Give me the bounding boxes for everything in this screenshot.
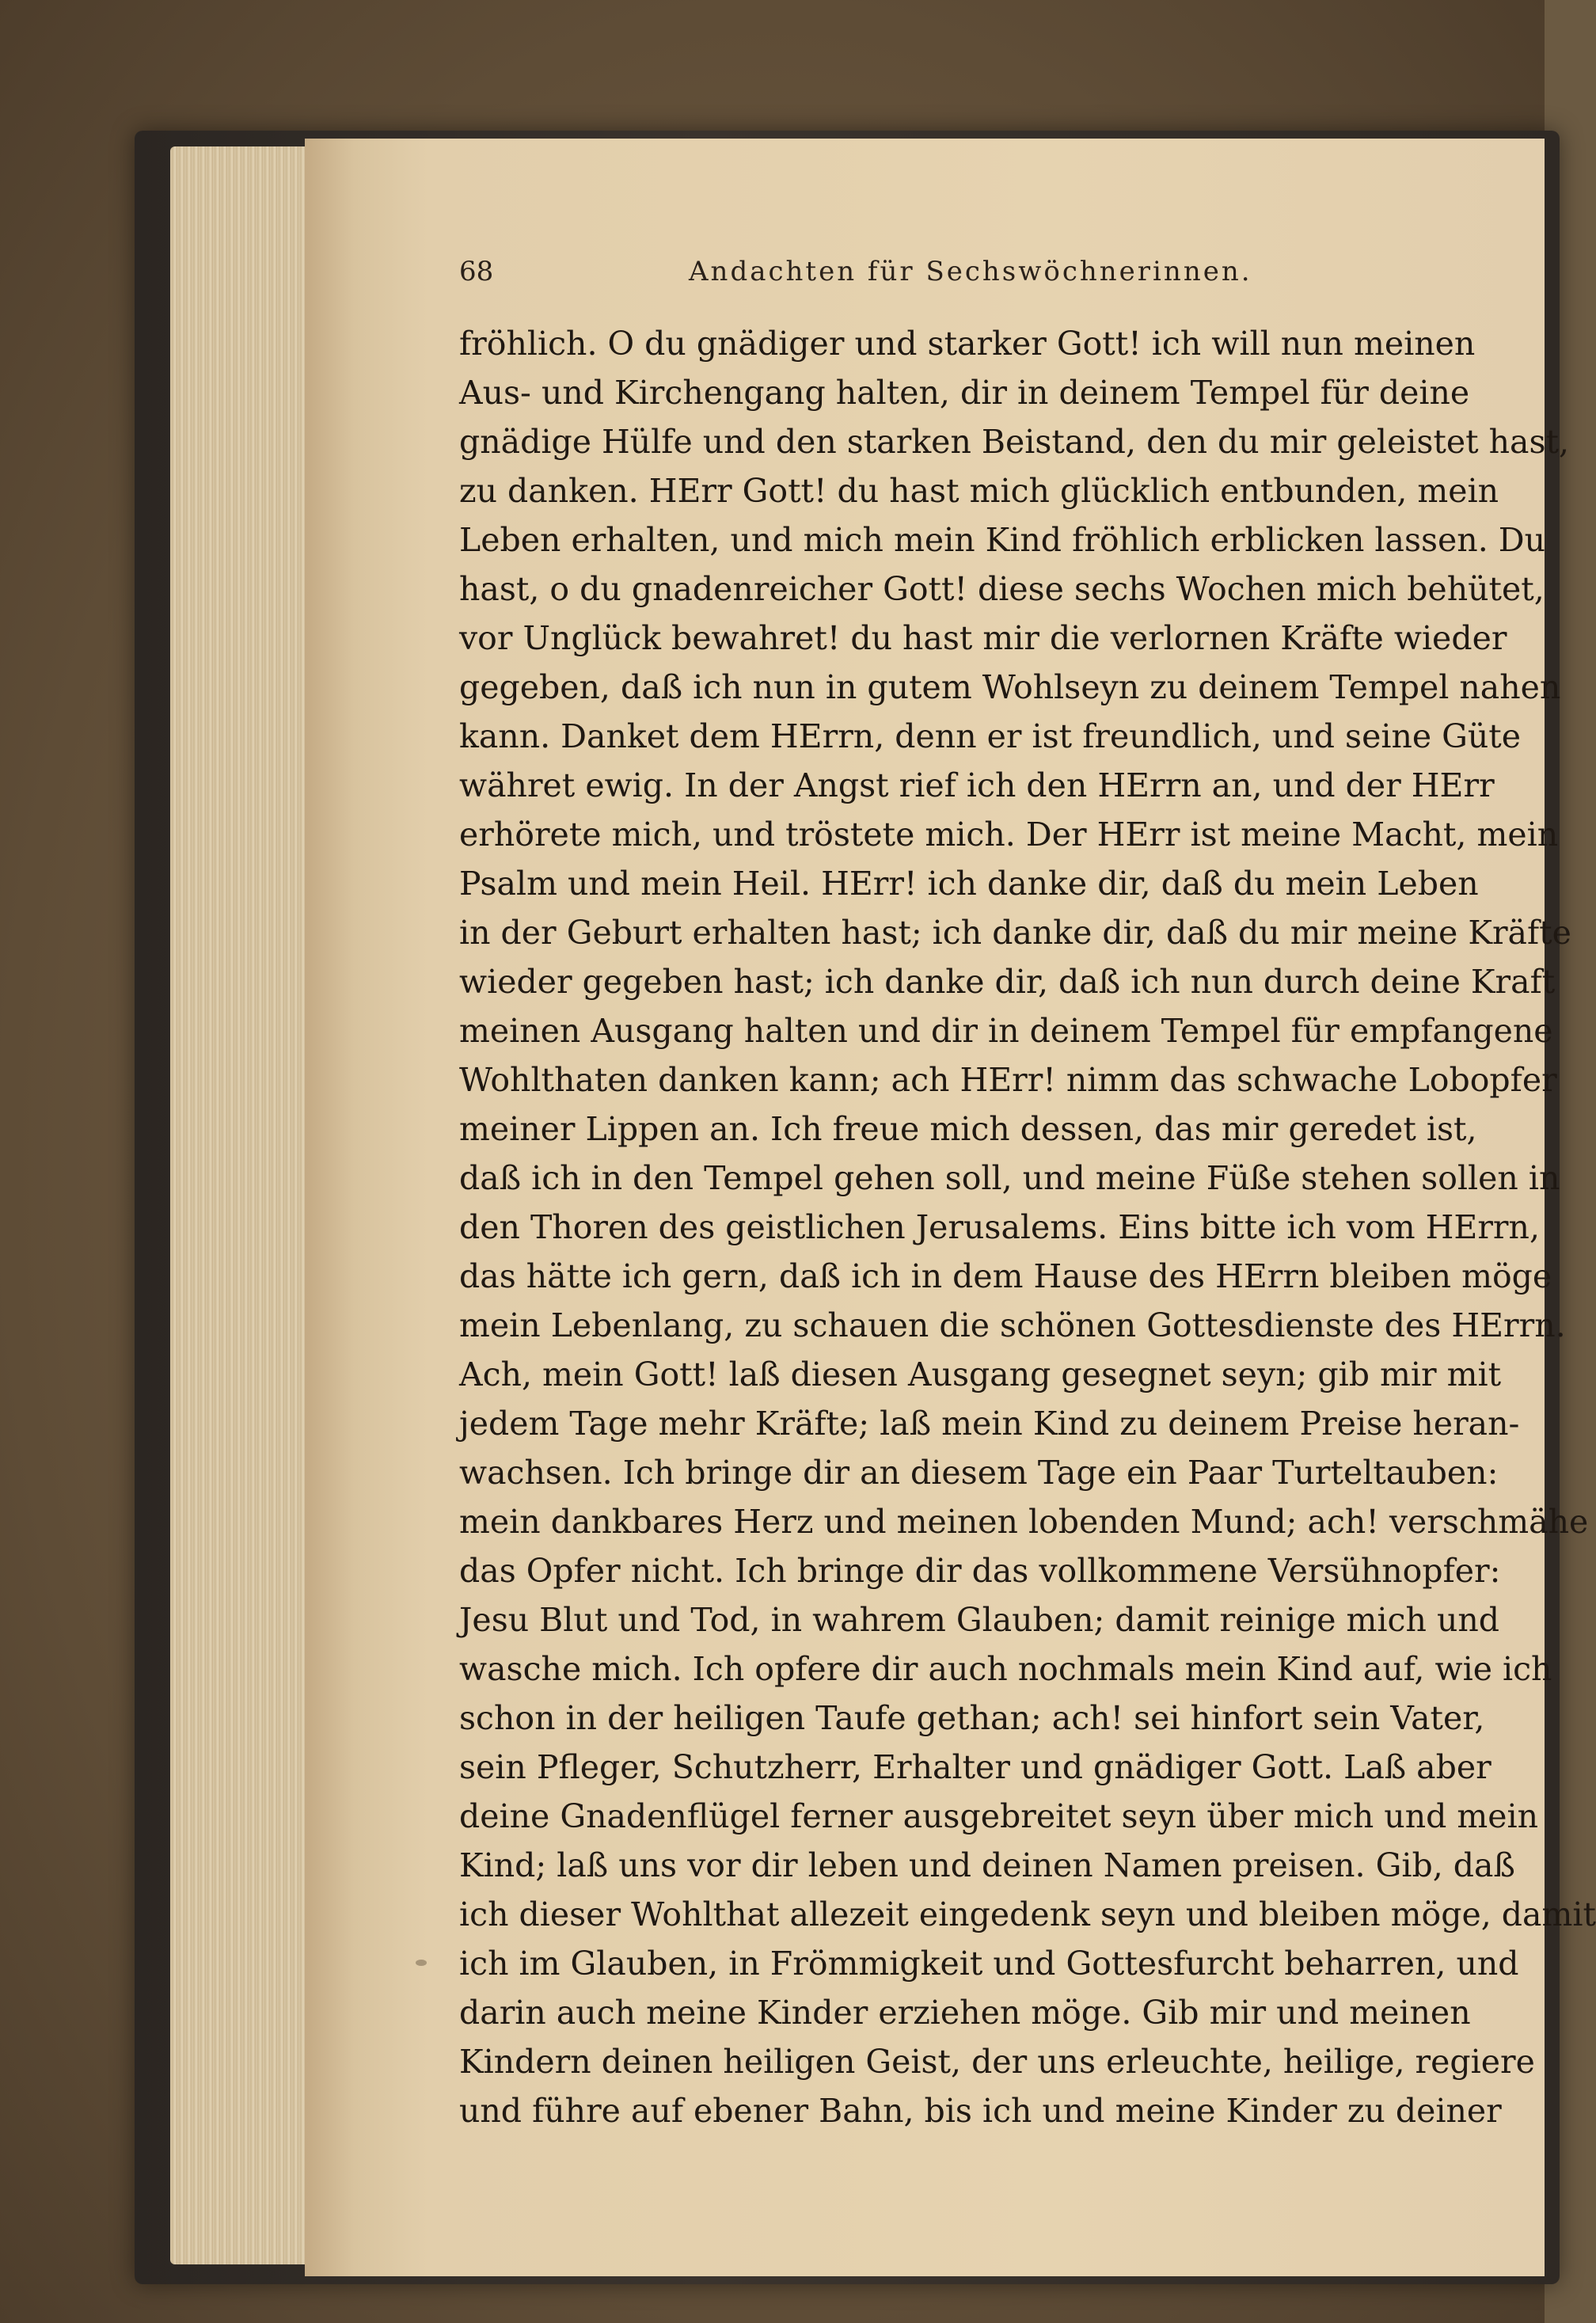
text-line: jedem Tage mehr Kräfte; laß mein Kind zu deinem Preise heran- xyxy=(459,1405,1520,1443)
page-header xyxy=(459,256,1488,303)
text-line: meinen Ausgang halten und dir in deinem Tempel für empfangene xyxy=(459,1012,1553,1050)
text-line: Wohlthaten danken kann; ach HErr! nimm das schwache Lobopfer xyxy=(459,1061,1557,1099)
body-text xyxy=(459,319,1596,2180)
text-line: gegeben, daß ich nun in gutem Wohlseyn zu deinem Tempel nahen xyxy=(459,668,1561,706)
text-line: Ach, mein Gott! laß diesen Ausgang gesegnet seyn; gib mir mit xyxy=(459,1355,1502,1393)
text-line: kann. Danket dem HErrn, denn er ist freundlich, und seine Güte xyxy=(459,717,1522,755)
text-line: Jesu Blut und Tod, in wahrem Glauben; damit reinige mich und xyxy=(459,1601,1500,1639)
text-line: schon in der heiligen Taufe gethan; ach! sei hinfort sein Vater, xyxy=(459,1699,1485,1737)
text-line: ich im Glauben, in Frömmigkeit und Gottesfurcht beharren, und xyxy=(459,1945,1519,1983)
text-line: vor Unglück bewahret! du hast mir die verlornen Kräfte wieder xyxy=(459,619,1507,657)
book-page xyxy=(305,139,1596,2276)
text-line: und führe auf ebener Bahn, bis ich und meine Kinder zu deiner xyxy=(459,2092,1502,2130)
text-line: Psalm und mein Heil. HErr! ich danke dir, daß du mein Leben xyxy=(459,865,1479,903)
text-line: mein Lebenlang, zu schauen die schönen Gottesdienste des HErrn. xyxy=(459,1306,1566,1344)
text-line: wasche mich. Ich opfere dir auch nochmals mein Kind auf, wie ich xyxy=(459,1650,1552,1688)
text-line: mein dankbares Herz und meinen lobenden Mund; ach! verschmähe xyxy=(459,1503,1589,1541)
text-line: deine Gnadenflügel ferner ausgebreitet seyn über mich und mein xyxy=(459,1797,1539,1835)
text-line: meiner Lippen an. Ich freue mich dessen, das mir geredet ist, xyxy=(459,1110,1477,1148)
text-line: Kind; laß uns vor dir leben und deinen Namen preisen. Gib, daß xyxy=(459,1846,1515,1884)
text-line: zu danken. HErr Gott! du hast mich glücklich entbunden, mein xyxy=(459,472,1499,510)
text-line: das hätte ich gern, daß ich in dem Hause des HErrn bleiben möge xyxy=(459,1257,1552,1295)
text-line: Aus- und Kirchengang halten, dir in deinem Tempel für deine xyxy=(459,374,1470,412)
text-line: hast, o du gnadenreicher Gott! diese sechs Wochen mich behütet, xyxy=(459,570,1545,608)
ink-smudge xyxy=(416,1960,427,1966)
page-number: 68 xyxy=(459,256,494,287)
text-line: gnädige Hülfe und den starken Beistand, den du mir geleistet hast, xyxy=(459,423,1570,461)
text-line: in der Geburt erhalten hast; ich danke dir, daß du mir meine Kräfte xyxy=(459,914,1571,952)
text-line: Kindern deinen heiligen Geist, der uns erleuchte, heilige, regiere xyxy=(459,2043,1535,2081)
text-line: erhörete mich, und tröstete mich. Der HErr ist meine Macht, mein xyxy=(459,816,1559,854)
text-line: darin auch meine Kinder erziehen möge. Gib mir und meinen xyxy=(459,1994,1471,2032)
text-line: wachsen. Ich bringe dir an diesem Tage ein Paar Turteltauben: xyxy=(459,1454,1499,1492)
text-line: währet ewig. In der Angst rief ich den HErrn an, und der HErr xyxy=(459,766,1495,804)
text-line: sein Pfleger, Schutzherr, Erhalter und gnädiger Gott. Laß aber xyxy=(459,1748,1492,1786)
text-line: Leben erhalten, und mich mein Kind fröhlich erblicken lassen. Du xyxy=(459,521,1546,559)
text-line: daß ich in den Tempel gehen soll, und meine Füße stehen sollen in xyxy=(459,1159,1560,1197)
text-line: den Thoren des geistlichen Jerusalems. Eins bitte ich vom HErrn, xyxy=(459,1208,1540,1246)
text-line: fröhlich. O du gnädiger und starker Gott! ich will nun meinen xyxy=(459,325,1476,363)
running-head: Andachten für Sechswöchnerinnen. xyxy=(689,256,1252,287)
text-line: wieder gegeben hast; ich danke dir, daß ich nun durch deine Kraft xyxy=(459,963,1556,1001)
text-line: ich dieser Wohlthat allezeit eingedenk seyn und bleiben möge, damit xyxy=(459,1895,1596,1933)
text-line: das Opfer nicht. Ich bringe dir das vollkommene Versühnopfer: xyxy=(459,1552,1501,1590)
